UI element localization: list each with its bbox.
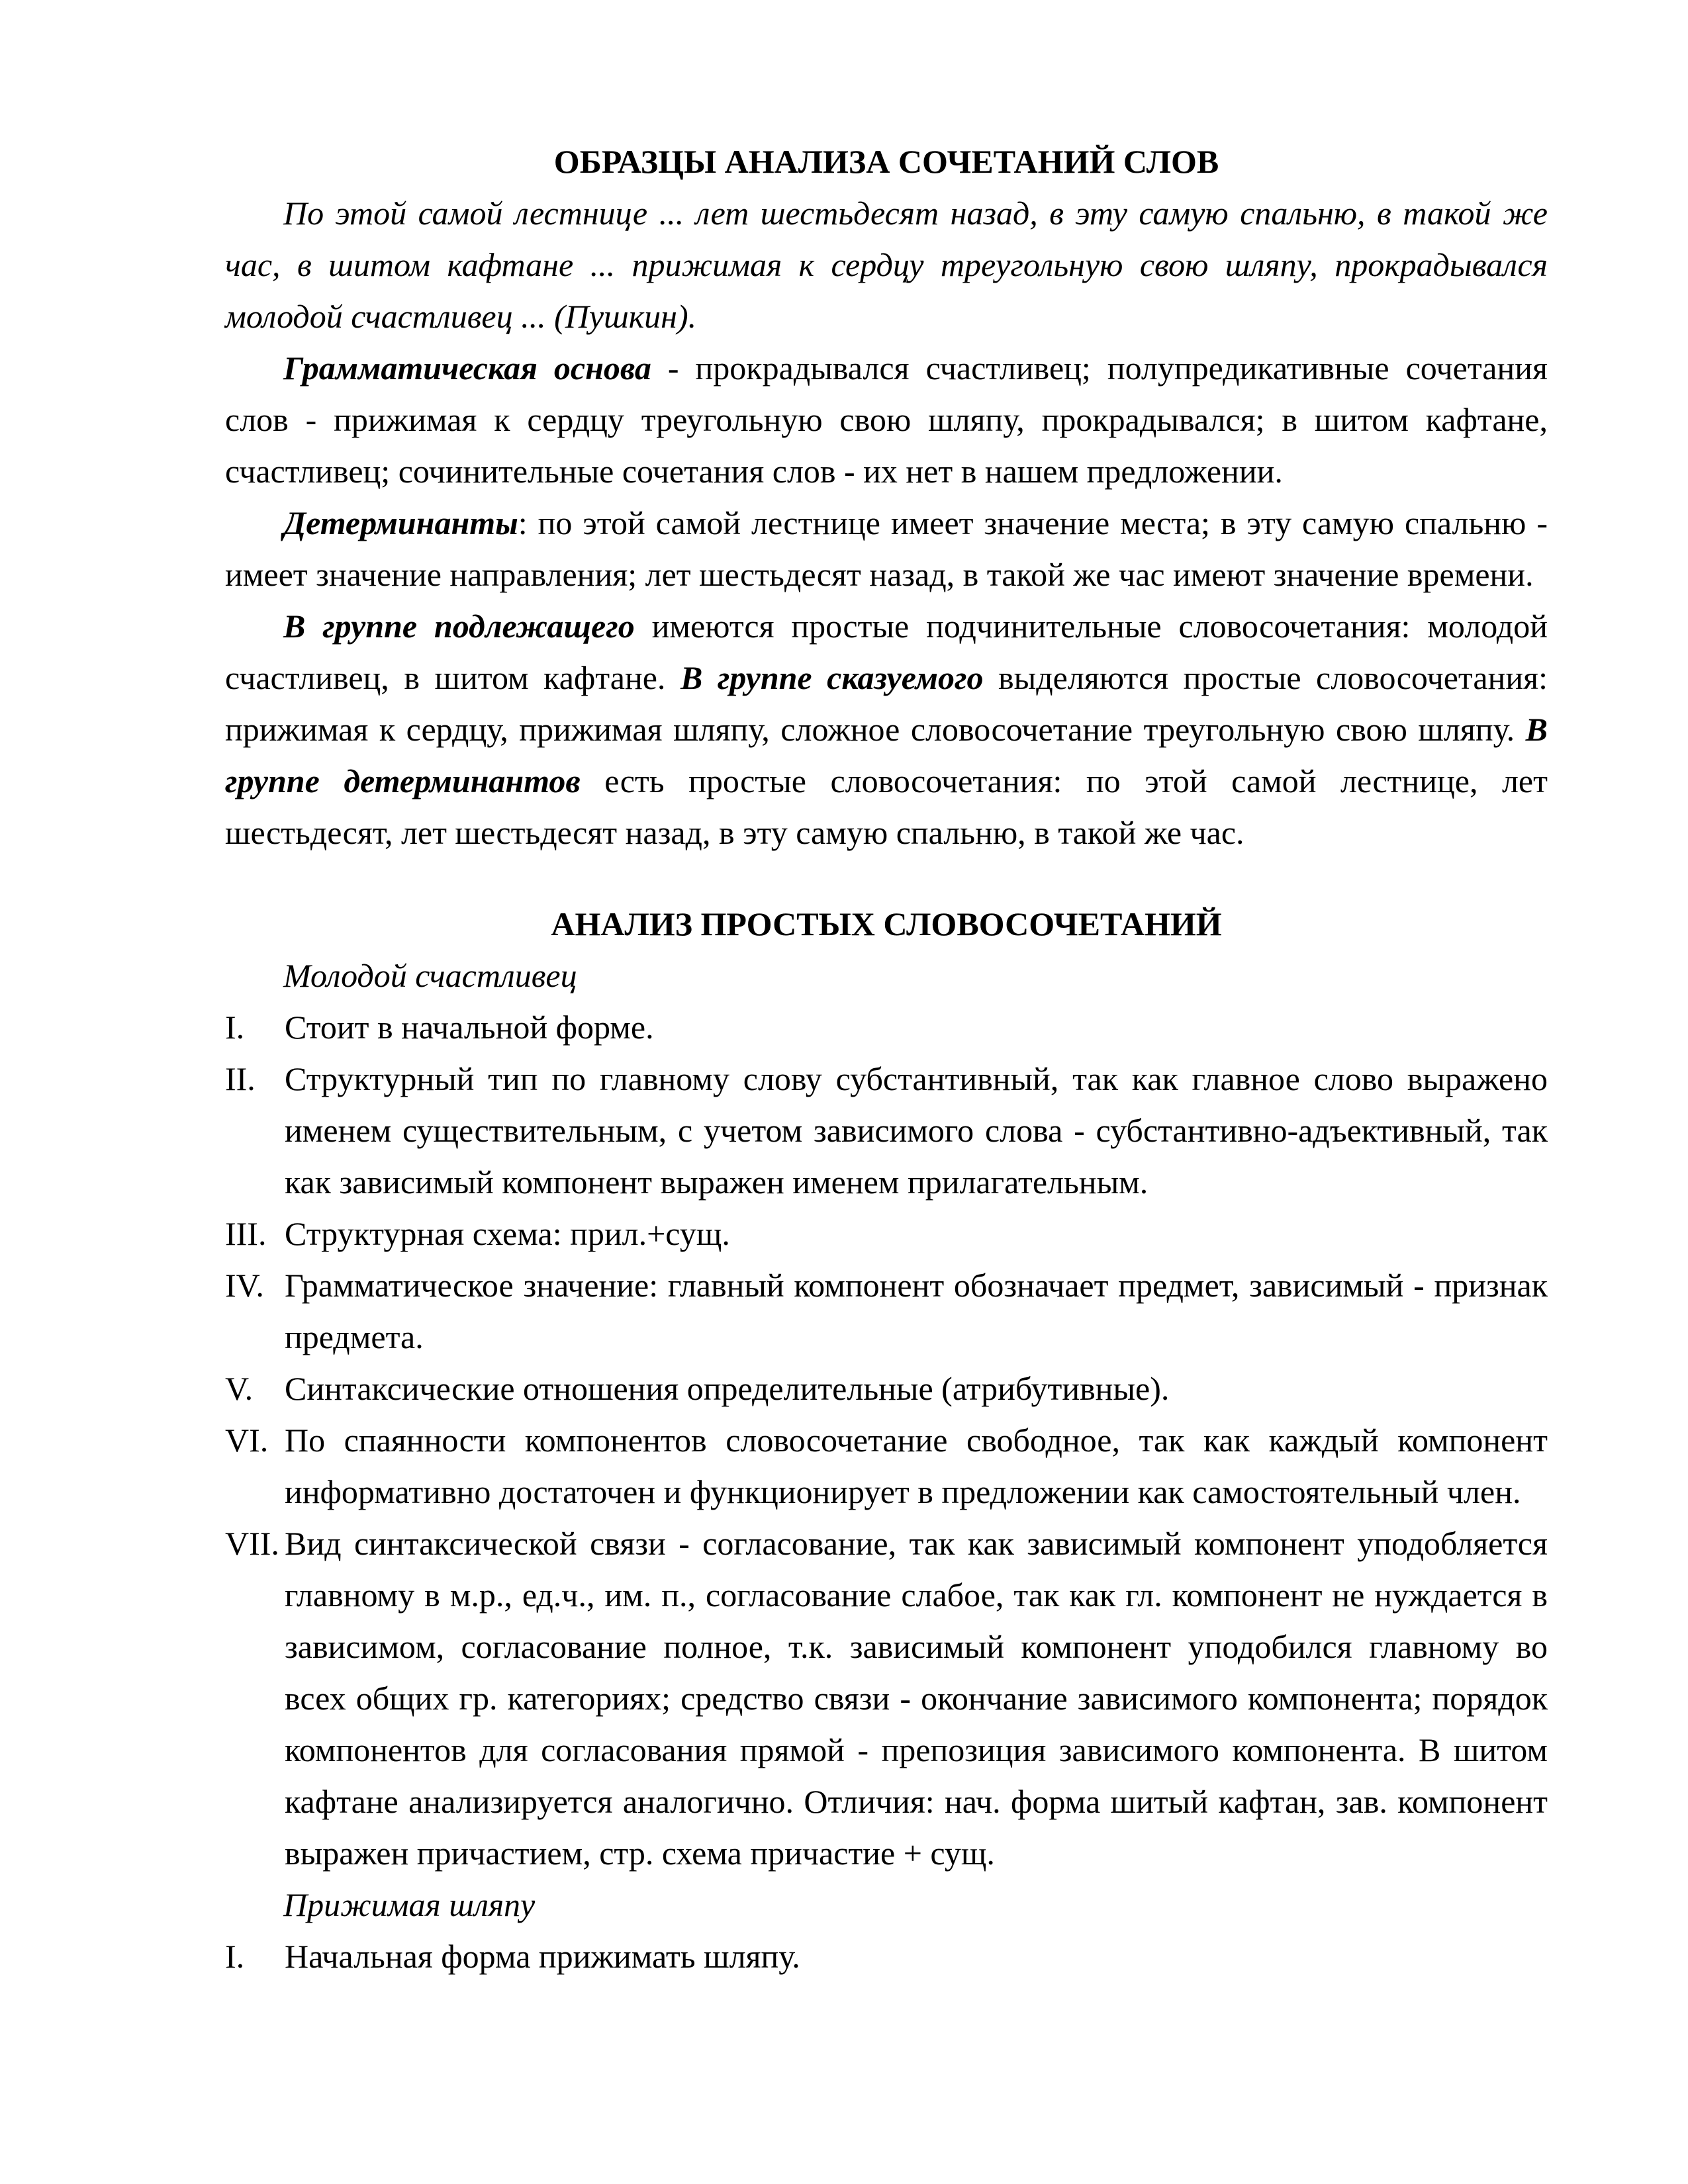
list-item-text: Синтаксические отношения определительные (атрибутивные). bbox=[285, 1370, 1170, 1407]
list-marker: I. bbox=[225, 1938, 245, 1975]
analysis-list-phrase-2 bbox=[225, 1931, 1548, 1982]
paragraph-epigraph: По этой самой лестнице ... лет шестьдесят назад, в эту самую спальню, в такой же час, в шитом кафтане ... прижимая к сердцу треугольную свою шляпу, прокрадывался молодой счастливец ... (Пушкин). bbox=[225, 195, 1548, 335]
list-item-text: Начальная форма прижимать шляпу. bbox=[285, 1938, 800, 1975]
run-lead-subject-group: В группе подлежащего bbox=[283, 608, 635, 645]
list-marker: VII. bbox=[225, 1525, 279, 1562]
run-lead-predicate-group: В группе сказуемого bbox=[680, 659, 984, 696]
run-lead-determinants: Детерминанты bbox=[283, 504, 518, 541]
list-item bbox=[225, 1001, 1548, 1053]
list-item bbox=[225, 1259, 1548, 1363]
list-item bbox=[225, 1414, 1548, 1518]
document-title: ОБРАЗЦЫ АНАЛИЗА СОЧЕТАНИЙ СЛОВ bbox=[553, 143, 1219, 180]
paragraph-determinants bbox=[225, 497, 1548, 600]
run-text-predicate-group: выделяются простые словосочетания: прижимая к сердцу, прижимая шляпу, сложное словосочетание треугольную свою шляпу. bbox=[225, 659, 1548, 748]
list-marker: V. bbox=[225, 1370, 254, 1407]
run-text-determinants: : по этой самой лестнице имеет значение места; в эту самую спальню - имеет значение направления; лет шестьдесят назад, в такой же час имеют значение времени. bbox=[225, 504, 1548, 593]
list-item bbox=[225, 1518, 1548, 1879]
paragraph-grammatical-base bbox=[225, 342, 1548, 497]
list-item bbox=[225, 1931, 1548, 1982]
list-item-text: Вид синтаксической связи - согласование, так как зависимый компонент уподобляется главному в м.р., ед.ч., им. п., согласование слабое, так как гл. компонент не нуждается в зависимом, согласование полное, т.к. зависимый компонент уподобился главному во всех общих гр. категориях; средство связи - окончание зависимого компонента; порядок компонентов для согласования прямой - препозиция зависимого компонента. В шитом кафтане анализируется аналогично. Отличия: нач. форма шитый кафтан, зав. компонент выражен причастием, стр. схема причастие + сущ. bbox=[285, 1525, 1548, 1872]
list-item bbox=[225, 1053, 1548, 1208]
list-marker: IV. bbox=[225, 1267, 264, 1304]
list-marker: I. bbox=[225, 1009, 245, 1046]
list-item bbox=[225, 1363, 1548, 1414]
run-lead-determinant-group: В группе детерминантов bbox=[225, 711, 1548, 799]
run-text-determinant-group: есть простые словосочетания: по этой самой лестнице, лет шестьдесят, лет шестьдесят назад, в эту самую спальню, в такой же час. bbox=[225, 762, 1548, 851]
list-item-text: По спаянности компонентов словосочетание свободное, так как каждый компонент информативно достаточен и функционирует в предложении как самостоятельный член. bbox=[285, 1422, 1548, 1510]
section-title-analysis: АНАЛИЗ ПРОСТЫХ СЛОВОСОЧЕТАНИЙ bbox=[551, 905, 1222, 942]
analysis-list-phrase-1 bbox=[225, 1001, 1548, 1879]
list-item bbox=[225, 1208, 1548, 1259]
list-marker: VI. bbox=[225, 1422, 269, 1459]
run-lead-grammatical-base: Грамматическая основа bbox=[283, 349, 651, 387]
phrase-title-prizhimaya-shlyapu: Прижимая шляпу bbox=[283, 1886, 536, 1923]
list-item-text: Структурный тип по главному слову субстантивный, так как главное слово выражено именем существительным, с учетом зависимого слова - субстантивно-адъективный, так как зависимый компонент выражен именем прилагательным. bbox=[285, 1060, 1548, 1201]
phrase-title-molodoy-schastlivets: Молодой счастливец bbox=[283, 957, 577, 994]
run-text-subject-group: имеются простые подчинительные словосочетания: молодой счастливец, в шитом кафтане. bbox=[225, 608, 1548, 696]
list-marker: II. bbox=[225, 1060, 256, 1097]
paragraph-groups bbox=[225, 600, 1548, 858]
list-item-text: Стоит в начальной форме. bbox=[285, 1009, 654, 1046]
list-item-text: Структурная схема: прил.+сущ. bbox=[285, 1215, 730, 1252]
list-marker: III. bbox=[225, 1215, 267, 1252]
run-text-grammatical-base: - прокрадывался счастливец; полупредикативные сочетания слов - прижимая к сердцу треугольную свою шляпу, прокрадывался; в шитом кафтане, счастливец; сочинительные сочетания слов - их нет в нашем предложении. bbox=[225, 349, 1548, 490]
document-body bbox=[225, 136, 1548, 1982]
list-item-text: Грамматическое значение: главный компонент обозначает предмет, зависимый - признак предмета. bbox=[285, 1267, 1548, 1355]
